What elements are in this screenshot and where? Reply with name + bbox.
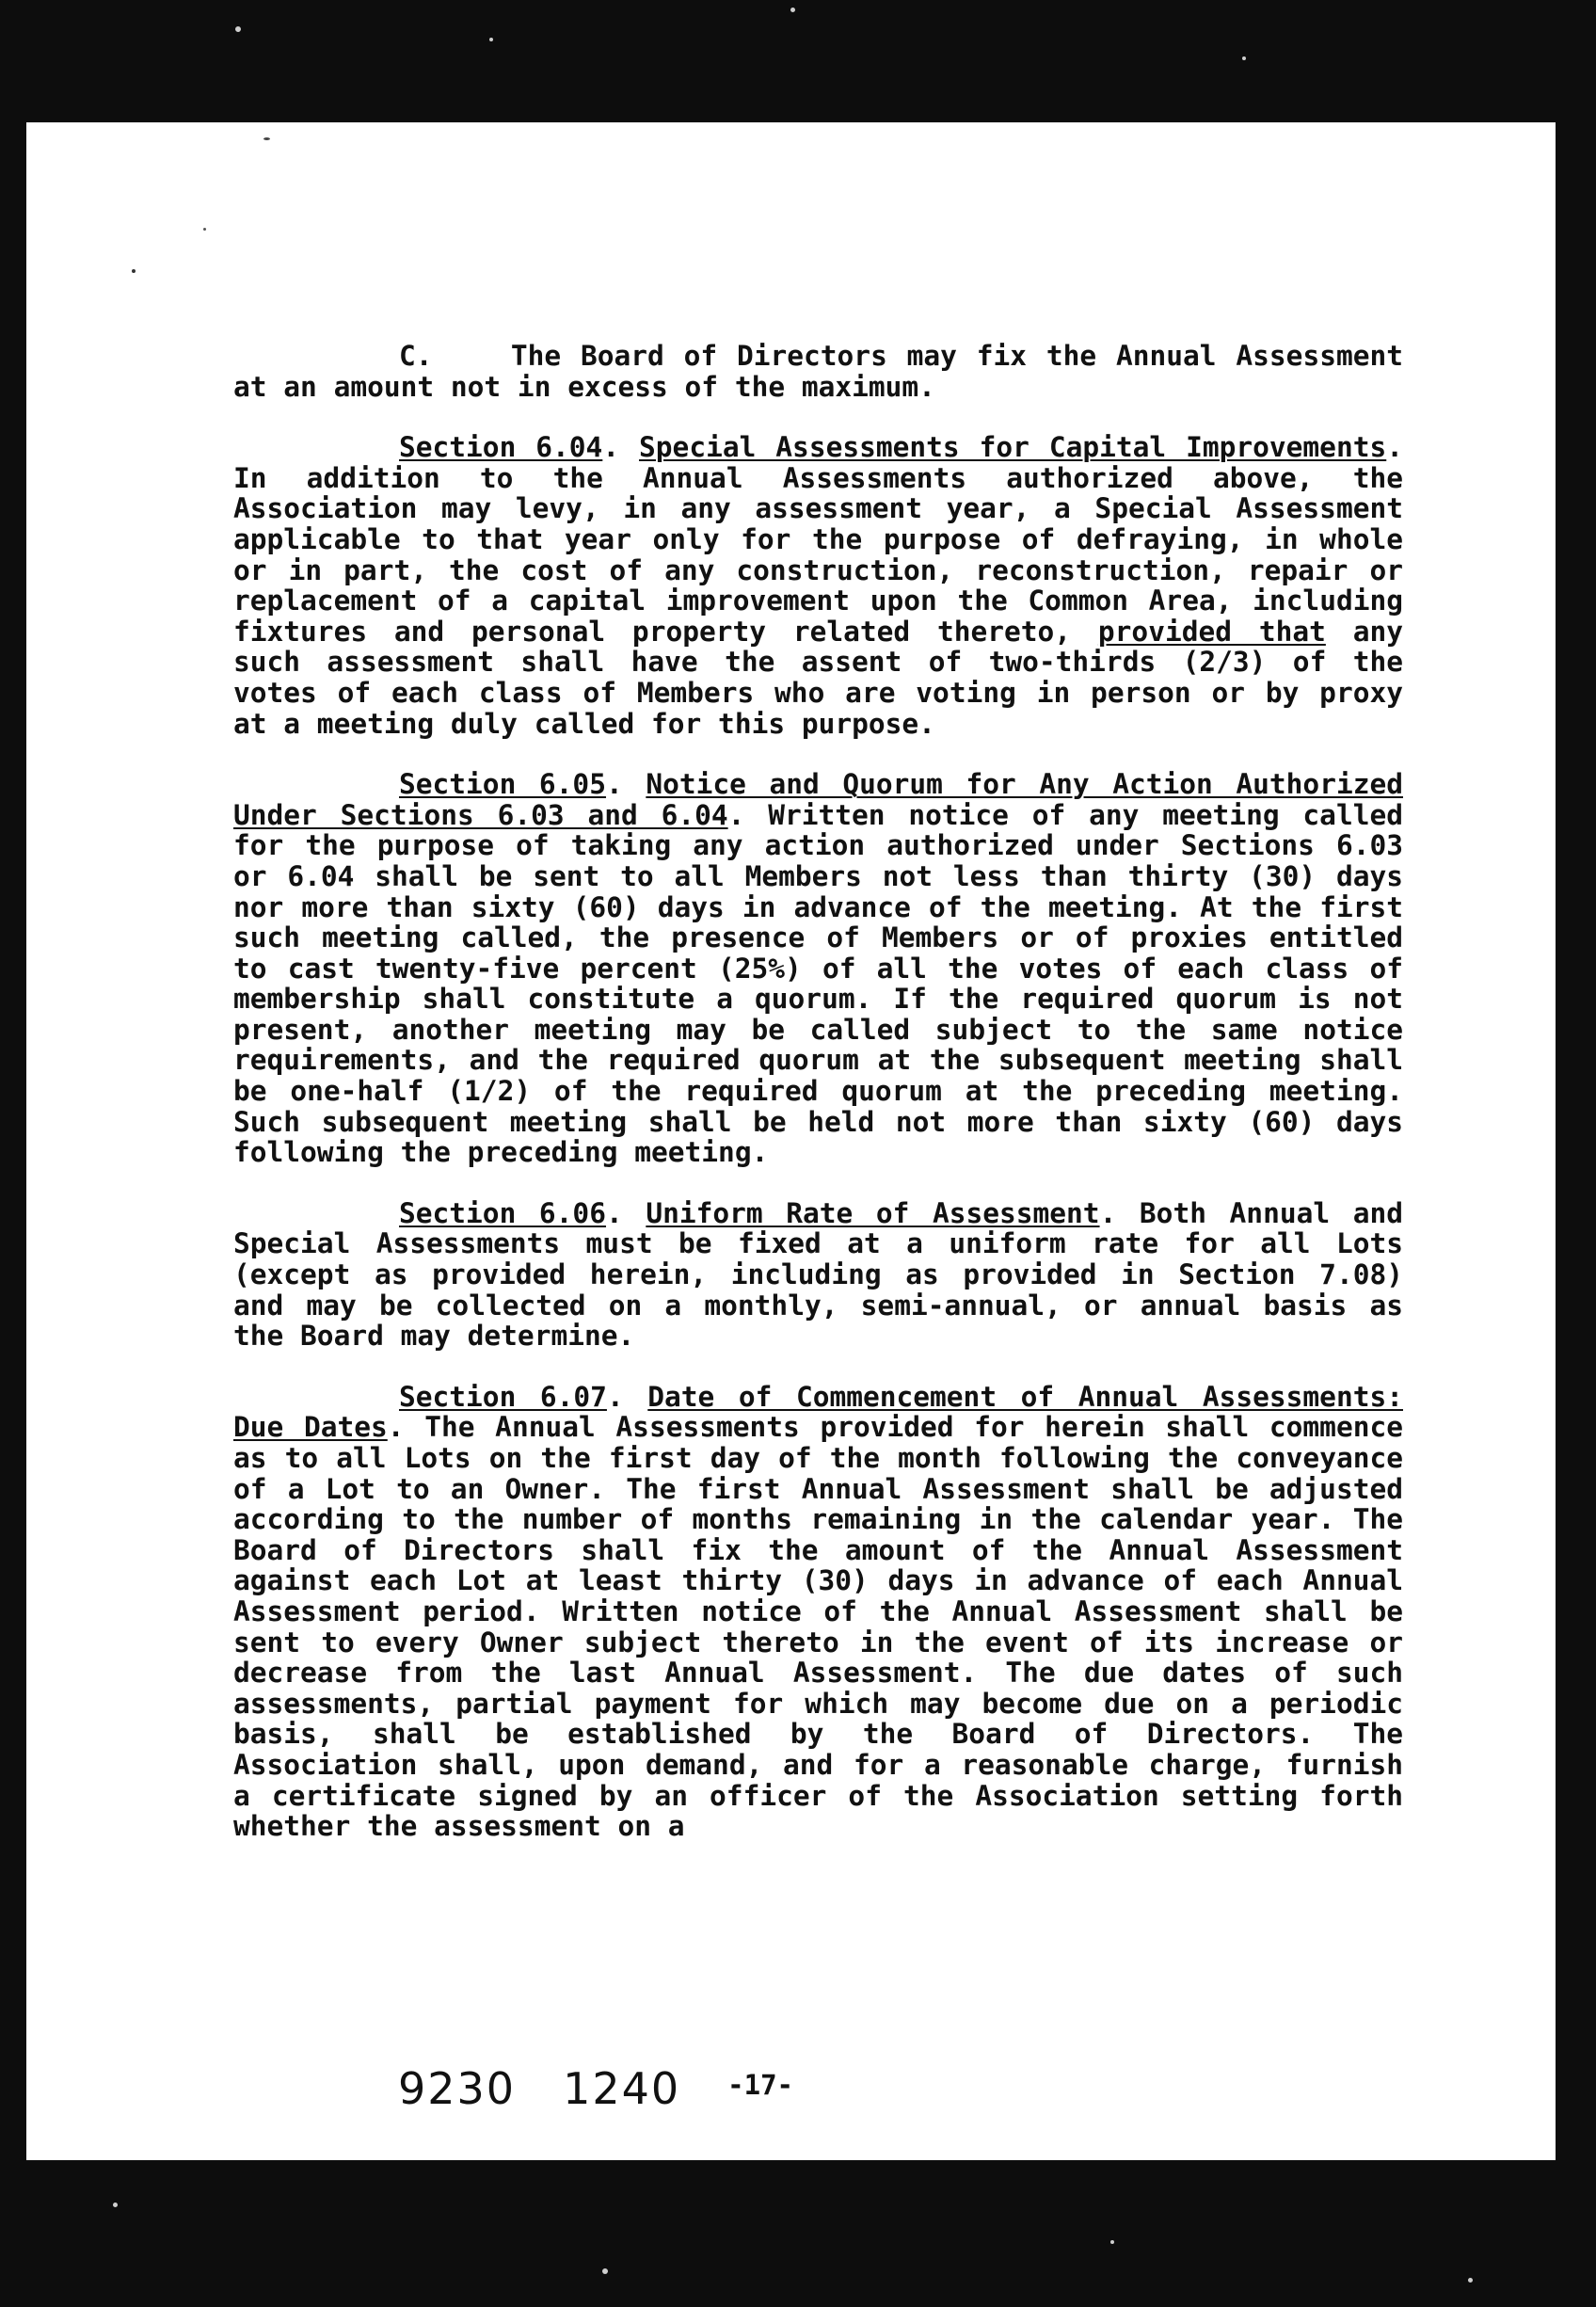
section-body-continued: any such assessment shall have the assent of two-thirds (2/3) of the votes of each class of Members who are voting in person or by proxy at a meeting duly called for this purpose. [233, 615, 1403, 740]
paragraph-text: The Board of Directors may fix the Annual Assessment at an amount not in excess of the maximum. [233, 340, 1404, 403]
provided-that-emphasis: provided that [1097, 615, 1326, 648]
scan-speck [235, 26, 241, 32]
scan-speck [1110, 2240, 1114, 2244]
section-body: Both Annual and Special Assessments must be fixed at a uniform rate for all Lots (except as provided herein, including as provided in Section 7.08) and may be collected on a monthly, semi-annual, or annual basis as the Board may determine. [233, 1196, 1403, 1353]
scan-speck [489, 38, 493, 41]
page-footer [398, 2063, 793, 2114]
section-6-07: Section 6.07. Date of Commencement of Annual Assessments: Due Dates. The Annual Assessments provided for herein shall commence as to all Lots on the first day of the month following the conveyance of a Lot to an Owner. The first Annual Assessment shall be adjusted according to the number of months remaining in the calendar year. The Board of Directors shall fix the amount of the Annual Assessment against each Lot at least thirty (30) days in advance of each Annual Assessment period. Written notice of the Annual Assessment shall be sent to every Owner subject thereto in the event of its increase or decrease from the last Annual Assessment. The due dates of such assessments, partial payment for which may become due on a periodic basis, shall be established by the Board of Directors. The Association shall, upon demand, and for a reasonable charge, furnish a certificate signed by an officer of the Association setting forth whether the assessment on a [233, 1380, 1403, 1843]
record-book-number: 9230 [398, 2063, 517, 2114]
page-speck [203, 228, 206, 231]
document-page [26, 122, 1556, 2160]
section-title: Date of Commencement of Annual Assessments: Due Dates [233, 1380, 1403, 1444]
section-body: In addition to the Annual Assessments authorized above, the Association may levy, in any assessment year, a Special Assessment applicable to that year only for the purpose of defraying, in whole or in part, the cost of any construction, reconstruction, repair or replacement of a capital improvement upon the Common Area, including fixtures and personal property related thereto, [233, 461, 1403, 648]
page-speck [263, 137, 270, 140]
paragraph-c [233, 341, 1403, 402]
record-page-number: 1240 [563, 2063, 681, 2114]
section-number: Section 6.06 [399, 1196, 606, 1229]
document-body [233, 341, 1403, 1872]
section-title: Notice and Quorum for Any Action Authorized Under Sections 6.03 and 6.04 [233, 768, 1403, 831]
section-6-04: Section 6.04. Special Assessments for Capital Improvements. In addition to the Annual Assessments authorized above, the Association may levy, in any assessment year, a Special Assessment applicable to that year only for the purpose of defraying, in whole or in part, the cost of any construction, reconstruction, repair or replacement of a capital improvement upon the Common Area, including fixtures and personal property related thereto, provided that any such assessment shall have the assent of two-thirds (2/3) of the votes of each class of Members who are voting in person or by proxy at a meeting duly called for this purpose. [233, 431, 1403, 740]
section-body: The Annual Assessments provided for herein shall commence as to all Lots on the first day of the month following the conveyance of a Lot to an Owner. The first Annual Assessment shall be adjusted according to the number of months remaining in the calendar year. The Board of Directors shall fix the amount of the Annual Assessment against each Lot at least thirty (30) days in advance of each Annual Assessment period. Written notice of the Annual Assessment shall be sent to every Owner subject thereto in the event of its increase or decrease from the last Annual Assessment. The due dates of such assessments, partial payment for which may become due on a periodic basis, shall be established by the Board of Directors. The Association shall, upon demand, and for a reasonable charge, furnish a certificate signed by an officer of the Association setting forth whether the assessment on a [233, 1411, 1403, 1843]
section-6-06: Section 6.06. Uniform Rate of Assessment. Both Annual and Special Assessments must be fixed at a uniform rate for all Lots (except as provided herein, including as provided in Section 7.08) and may be collected on a monthly, semi-annual, or annual basis as the Board may determine. [233, 1196, 1403, 1353]
scan-speck [602, 2268, 608, 2274]
scan-speck [113, 2203, 118, 2207]
section-number: Section 6.04 [399, 431, 603, 464]
page-speck [132, 269, 136, 273]
scan-speck [1468, 2278, 1473, 2283]
section-number: Section 6.05 [399, 768, 606, 801]
section-title: Special Assessments for Capital Improvements [639, 431, 1387, 464]
section-body: Written notice of any meeting called for the purpose of taking any action authorized under Sections 6.03 or 6.04 shall be sent to all Members not less than thirty (30) days nor more than sixty (60) days in advance of the meeting. At the first such meeting called, the presence of Members or of proxies entitled to cast twenty-five percent (25%) of all the votes of each class of membership shall constitute a quorum. If the required quorum is not present, another meeting may be called subject to the same notice requirements, and the required quorum at the subsequent meeting shall be one-half (1/2) of the required quorum at the preceding meeting. Such subsequent meeting shall be held not more than sixty (60) days following the preceding meeting. [233, 798, 1403, 1169]
page-number: -17- [727, 2069, 793, 2101]
section-6-05: Section 6.05. Notice and Quorum for Any Action Authorized Under Sections 6.03 and 6.04. Written notice of any meeting called for the purpose of taking any action authorized under Sections 6.03 or 6.04 shall be sent to all Members not less than thirty (30) days nor more than sixty (60) days in advance of the meeting. At the first such meeting called, the presence of Members or of proxies entitled to cast twenty-five percent (25%) of all the votes of each class of membership shall constitute a quorum. If the required quorum is not present, another meeting may be called subject to the same notice requirements, and the required quorum at the subsequent meeting shall be one-half (1/2) of the required quorum at the preceding meeting. Such subsequent meeting shall be held not more than sixty (60) days following the preceding meeting. [233, 768, 1403, 1169]
scan-speck [1242, 56, 1246, 60]
scan-speck [790, 8, 795, 12]
paragraph-lead: C. [399, 340, 433, 372]
section-title: Uniform Rate of Assessment [646, 1196, 1100, 1229]
section-number: Section 6.07 [399, 1380, 607, 1413]
